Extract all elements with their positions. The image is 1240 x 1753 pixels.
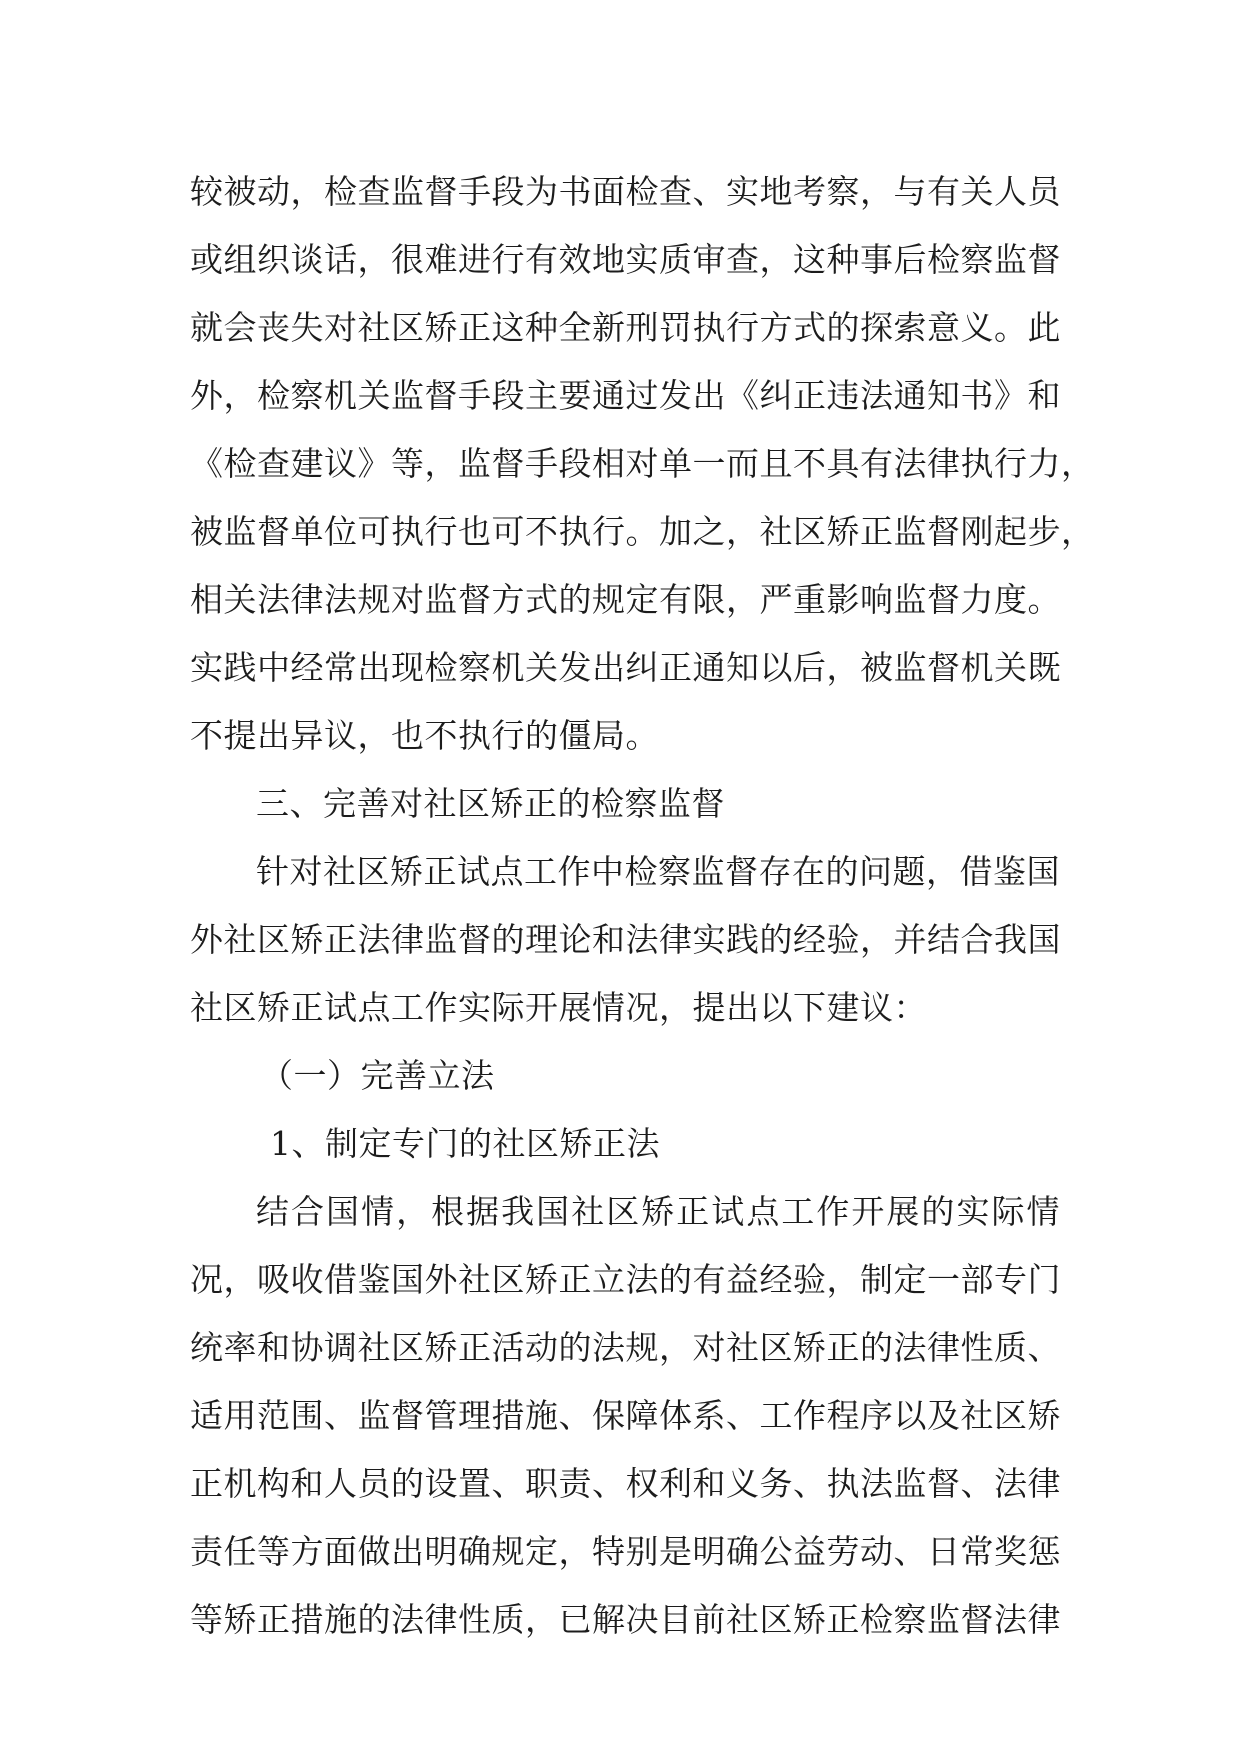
text-line: 责任等方面做出明确规定，特别是明确公益劳动、日常奖惩 (190, 1532, 1061, 1571)
text-line: 外社区矫正法律监督的理论和法律实践的经验，并结合我国 (190, 920, 1061, 959)
item-heading: 1、制定专门的社区矫正法 (270, 1124, 660, 1163)
text-line: 相关法律法规对监督方式的规定有限，严重影响监督力度。 (190, 580, 1061, 619)
text-line: 较被动，检查监督手段为书面检查、实地考察，与有关人员 (190, 172, 1061, 211)
text-line: 或组织谈话，很难进行有效地实质审查，这种事后检察监督 (190, 240, 1061, 279)
text-line: 结合国情，根据我国社区矫正试点工作开展的实际情 (256, 1192, 1060, 1231)
text-line: 社区矫正试点工作实际开展情况，提出以下建议： (190, 988, 927, 1027)
text-line: 被监督单位可执行也可不执行。加之，社区矫正监督刚起步， (190, 512, 1095, 551)
text-line: 况，吸收借鉴国外社区矫正立法的有益经验，制定一部专门 (190, 1260, 1061, 1299)
text-line: 实践中经常出现检察机关发出纠正通知以后，被监督机关既 (190, 648, 1061, 687)
text-line: 外，检察机关监督手段主要通过发出《纠正违法通知书》和 (190, 376, 1061, 415)
text-line: 等矫正措施的法律性质，已解决目前社区矫正检察监督法律 (190, 1600, 1061, 1639)
text-line: 正机构和人员的设置、职责、权利和义务、执法监督、法律 (190, 1464, 1061, 1503)
text-line: 就会丧失对社区矫正这种全新刑罚执行方式的探索意义。此 (190, 308, 1061, 347)
text-line: 《检查建议》等，监督手段相对单一而且不具有法律执行力， (190, 444, 1095, 483)
subsection-heading: （一）完善立法 (260, 1056, 495, 1095)
text-line: 针对社区矫正试点工作中检察监督存在的问题，借鉴国 (256, 852, 1060, 891)
text-line: 统率和协调社区矫正活动的法规，对社区矫正的法律性质、 (190, 1328, 1061, 1367)
text-line: 不提出异议，也不执行的僵局。 (190, 716, 659, 755)
section-heading: 三、完善对社区矫正的检察监督 (256, 784, 725, 823)
text-line: 适用范围、监督管理措施、保障体系、工作程序以及社区矫 (190, 1396, 1061, 1435)
document-body (190, 158, 1095, 1654)
